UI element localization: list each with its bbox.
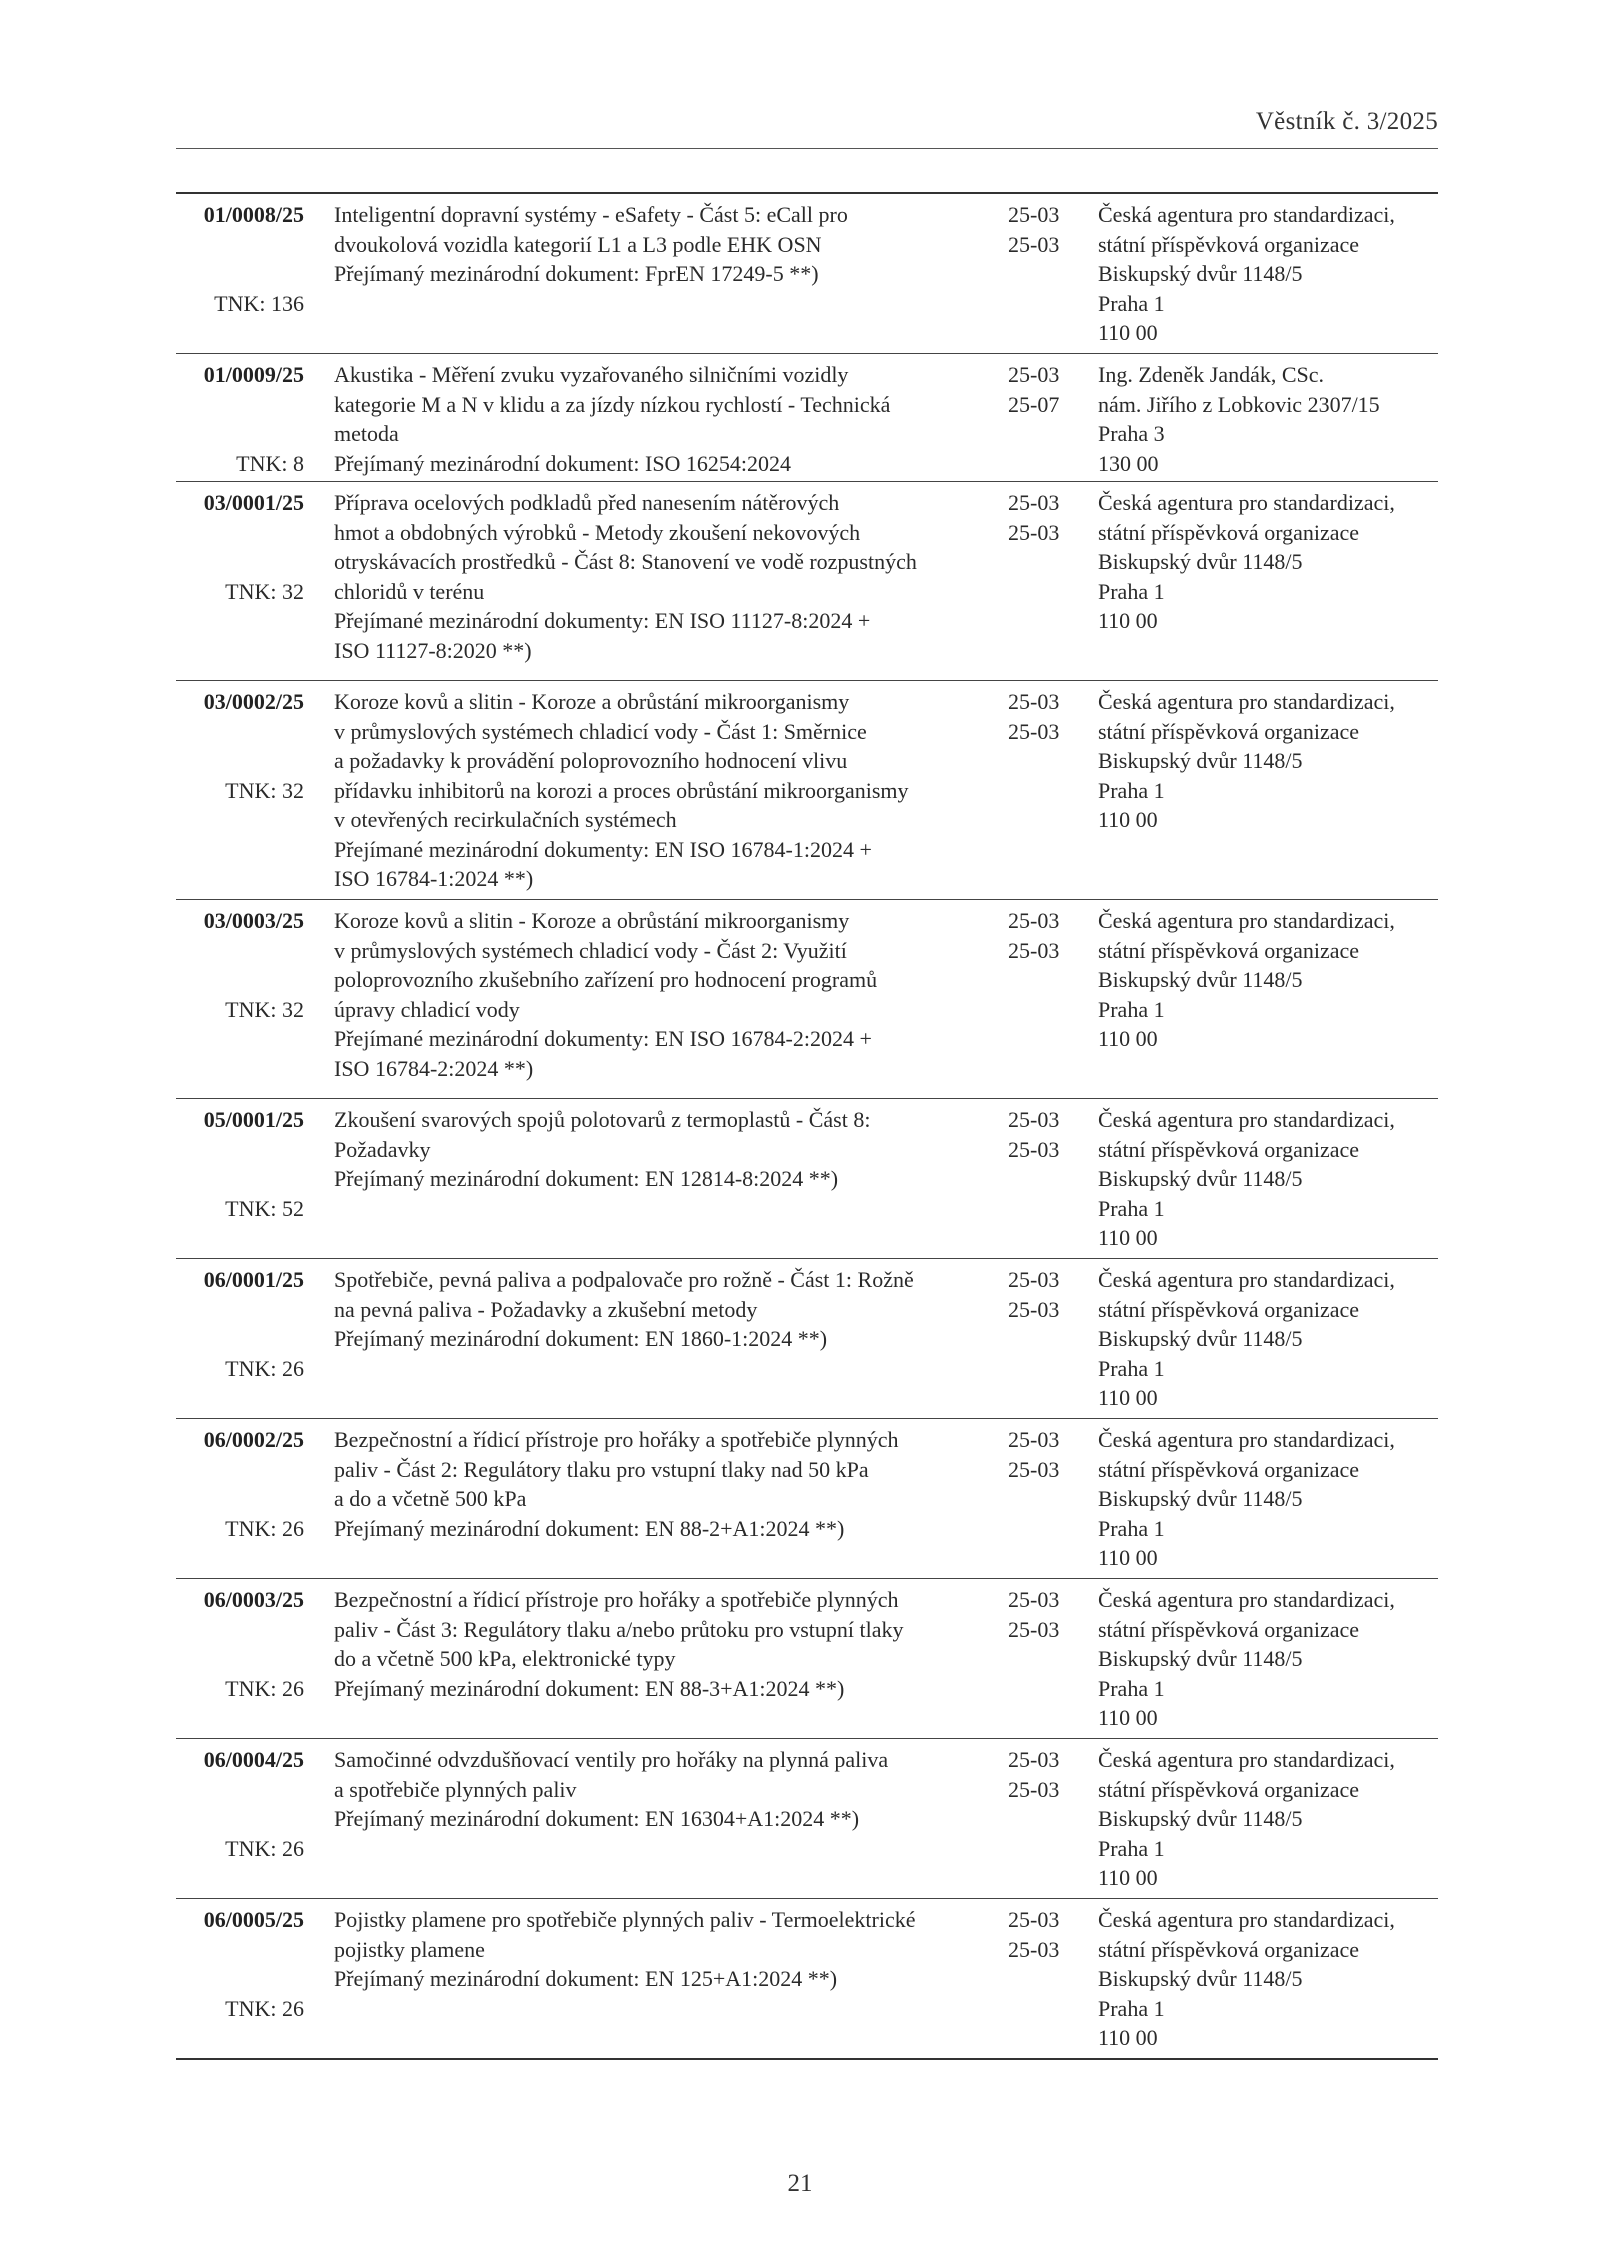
title-line: Požadavky [334,1136,431,1162]
dates-cell [1008,1265,1078,1324]
date-line: 25-03 [1008,1936,1060,1962]
date-line: 25-03 [1008,1776,1060,1802]
id-cell [176,1905,304,2021]
address-line: Praha 1 [1098,1995,1165,2021]
address-line: Česká agentura pro standardizaci, [1098,1747,1395,1772]
title-line: Přejímaný mezinárodní dokument: FprEN 17249-5 **) [334,261,819,286]
address-line: státní příspěvková organizace [1098,1296,1360,1322]
standard-number: 03/0001/25 [203,490,304,515]
address-line: Biskupský dvůr 1148/5 [1098,748,1303,773]
title-line: Bezpečnostní a řídicí přístroje pro hořáky a spotřebiče plynných [334,1587,899,1612]
address-line: Biskupský dvůr 1148/5 [1098,549,1303,574]
date-line: 25-03 [1008,1456,1060,1482]
standard-number: 06/0003/25 [203,1587,304,1612]
tnk-label: TNK: 32 [225,778,304,803]
table-row [176,1738,1438,1898]
title-line: Přejímaný mezinárodní dokument: EN 88-3+A1:2024 **) [334,1675,845,1701]
address-line: Česká agentura pro standardizaci, [1098,1587,1395,1612]
title-line: Bezpečnostní a řídicí přístroje pro hořáky a spotřebiče plynných [334,1427,899,1452]
title-cell [334,687,984,894]
date-line: 25-03 [1008,1267,1060,1292]
title-line: poloprovozního zkušebního zařízení pro hodnocení programů [334,967,878,992]
tnk-label: TNK: 26 [225,1356,304,1381]
date-line: 25-03 [1008,1427,1060,1452]
address-cell [1098,1585,1438,1733]
address-line: státní příspěvková organizace [1098,937,1360,963]
address-cell [1098,1425,1438,1573]
standard-number: 03/0002/25 [203,689,304,714]
journal-title: Věstník č. 3/2025 [1255,108,1438,135]
title-line: přídavku inhibitorů na korozi a proces obrůstání mikroorganismy [334,777,909,803]
id-cell [176,1425,304,1541]
address-line: 110 00 [1098,2025,1158,2050]
date-line: 25-03 [1008,231,1060,257]
tnk-label: TNK: 32 [225,579,304,604]
address-cell [1098,687,1438,835]
address-line: 110 00 [1098,1545,1158,1570]
address-line: nám. Jiřího z Lobkovic 2307/15 [1098,391,1380,417]
date-line: 25-03 [1008,718,1060,744]
address-line: Praha 1 [1098,777,1165,803]
id-cell [176,687,304,803]
title-line: hmot a obdobných výrobků - Metody zkoušení nekovových [334,519,861,545]
date-line: 25-03 [1008,689,1060,714]
address-line: 110 00 [1098,1026,1158,1051]
tnk-label: TNK: 52 [225,1196,304,1221]
title-cell [334,200,984,289]
dates-cell [1008,1905,1078,1964]
title-line: ISO 16784-1:2024 **) [334,866,534,891]
title-line: Spotřebiče, pevná paliva a podpalovače pro rožně - Část 1: Rožně [334,1267,914,1292]
tnk-label: TNK: 26 [225,1996,304,2021]
table-row [176,1098,1438,1258]
date-line: 25-03 [1008,362,1060,387]
standard-number: 03/0003/25 [203,908,304,933]
id-cell [176,1105,304,1221]
address-line: Praha 1 [1098,290,1165,316]
title-line: Přejímaný mezinárodní dokument: EN 125+A1:2024 **) [334,1966,838,1991]
dates-cell [1008,488,1078,547]
title-line: v průmyslových systémech chladicí vody - Část 1: Směrnice [334,718,867,744]
title-line: Přejímaný mezinárodní dokument: EN 88-2+A1:2024 **) [334,1515,845,1541]
address-line: 110 00 [1098,807,1158,832]
table-row [176,194,1438,353]
address-line: státní příspěvková organizace [1098,1616,1360,1642]
table-row [176,481,1438,680]
address-line: Praha 1 [1098,1355,1165,1381]
address-line: 110 00 [1098,1225,1158,1250]
address-line: Praha 1 [1098,1195,1165,1221]
date-line: 25-03 [1008,1616,1060,1642]
standard-number: 06/0001/25 [203,1267,304,1292]
dates-cell [1008,1105,1078,1164]
title-line: ISO 16784-2:2024 **) [334,1055,534,1081]
dates-cell [1008,687,1078,746]
id-cell [176,1585,304,1701]
title-line: pojistky plamene [334,1936,485,1962]
title-line: Samočinné odvzdušňovací ventily pro hořáky na plynná paliva [334,1747,889,1772]
title-line: Koroze kovů a slitin - Koroze a obrůstání mikroorganismy [334,908,850,933]
address-cell [1098,906,1438,1054]
title-line: Příprava ocelových podkladů před nanesením nátěrových [334,490,840,515]
date-line: 25-03 [1008,937,1060,963]
title-line: Zkoušení svarových spojů polotovarů z termoplastů - Část 8: [334,1107,871,1132]
title-line: Inteligentní dopravní systémy - eSafety - Část 5: eCall pro [334,202,848,227]
title-cell [334,488,984,665]
title-line: Koroze kovů a slitin - Koroze a obrůstání mikroorganismy [334,689,850,714]
address-cell [1098,1905,1438,2053]
title-cell [334,1425,984,1543]
title-line: paliv - Část 3: Regulátory tlaku a/nebo průtoku pro vstupní tlaky [334,1616,904,1642]
title-line: a požadavky k provádění poloprovozního hodnocení vlivu [334,748,848,773]
tnk-label: TNK: 26 [225,1836,304,1861]
id-cell [176,1265,304,1381]
title-cell [334,1745,984,1834]
page-header [176,108,1438,149]
title-line: Přejímaný mezinárodní dokument: EN 1860-1:2024 **) [334,1326,828,1351]
date-line: 25-03 [1008,1296,1060,1322]
dates-cell [1008,200,1078,259]
title-line: dvoukolová vozidla kategorií L1 a L3 podle EHK OSN [334,231,822,257]
dates-cell [1008,360,1078,419]
address-line: Česká agentura pro standardizaci, [1098,1267,1395,1292]
date-line: 25-03 [1008,1907,1060,1932]
table-row [176,899,1438,1098]
id-cell [176,906,304,1022]
dates-cell [1008,1585,1078,1644]
address-cell [1098,200,1438,348]
date-line: 25-07 [1008,391,1060,417]
title-cell [334,906,984,1083]
table-row [176,1418,1438,1578]
id-cell [176,200,304,316]
address-line: státní příspěvková organizace [1098,1936,1360,1962]
table-row [176,680,1438,899]
standard-number: 06/0002/25 [203,1427,304,1452]
id-cell [176,488,304,604]
title-line: otryskávacích prostředků - Část 8: Stanovení ve vodě rozpustných [334,549,917,574]
address-cell [1098,1105,1438,1253]
address-line: Praha 1 [1098,1675,1165,1701]
standard-number: 05/0001/25 [203,1107,304,1132]
standard-number: 01/0009/25 [203,362,304,387]
date-line: 25-03 [1008,908,1060,933]
date-line: 25-03 [1008,1136,1060,1162]
id-cell [176,360,304,476]
title-line: Přejímaný mezinárodní dokument: EN 16304+A1:2024 **) [334,1806,860,1831]
address-line: Česká agentura pro standardizaci, [1098,908,1395,933]
address-cell [1098,360,1438,478]
address-line: Biskupský dvůr 1148/5 [1098,1806,1303,1831]
address-line: Česká agentura pro standardizaci, [1098,689,1395,714]
address-line: státní příspěvková organizace [1098,718,1360,744]
title-cell [334,1585,984,1703]
address-line: 130 00 [1098,450,1159,476]
tnk-label: TNK: 26 [225,1676,304,1701]
title-line: Pojistky plamene pro spotřebiče plynných paliv - Termoelektrické [334,1907,916,1932]
address-line: Praha 3 [1098,421,1165,446]
address-line: Praha 1 [1098,578,1165,604]
dates-cell [1008,1745,1078,1804]
address-line: 110 00 [1098,1705,1158,1730]
address-line: Praha 1 [1098,996,1165,1022]
address-line: Biskupský dvůr 1148/5 [1098,1486,1303,1511]
page-number: 21 [787,2170,813,2197]
title-line: v průmyslových systémech chladicí vody - Část 2: Využití [334,937,847,963]
address-line: Ing. Zdeněk Jandák, CSc. [1098,362,1325,387]
title-line: v otevřených recirkulačních systémech [334,807,677,832]
address-line: 110 00 [1098,1385,1158,1410]
address-line: státní příspěvková organizace [1098,1136,1360,1162]
title-line: Přejímaný mezinárodní dokument: ISO 16254:2024 [334,450,792,476]
standard-number: 06/0005/25 [203,1907,304,1932]
address-line: státní příspěvková organizace [1098,231,1360,257]
address-line: Česká agentura pro standardizaci, [1098,202,1395,227]
tnk-label: TNK: 8 [236,451,304,476]
title-line: úpravy chladicí vody [334,996,520,1022]
address-cell [1098,1745,1438,1893]
address-line: Česká agentura pro standardizaci, [1098,1427,1395,1452]
tnk-label: TNK: 136 [214,291,304,316]
address-line: Biskupský dvůr 1148/5 [1098,1966,1303,1991]
id-cell [176,1745,304,1861]
dates-cell [1008,1425,1078,1484]
title-line: na pevná paliva - Požadavky a zkušební metody [334,1296,758,1322]
address-line: státní příspěvková organizace [1098,1456,1360,1482]
title-line: a do a včetně 500 kPa [334,1486,527,1511]
title-line: Akustika - Měření zvuku vyzařovaného silničními vozidly [334,362,849,387]
address-line: Biskupský dvůr 1148/5 [1098,1166,1303,1191]
standard-number: 01/0008/25 [203,202,304,227]
title-cell [334,1265,984,1354]
address-line: státní příspěvková organizace [1098,1776,1360,1802]
table-row [176,1578,1438,1738]
address-line: státní příspěvková organizace [1098,519,1360,545]
table-row [176,1258,1438,1418]
table-row [176,1898,1438,2058]
title-line: chloridů v terénu [334,578,485,604]
tnk-label: TNK: 32 [225,997,304,1022]
address-line: 110 00 [1098,608,1158,633]
title-line: do a včetně 500 kPa, elektronické typy [334,1646,676,1671]
address-line: Česká agentura pro standardizaci, [1098,1107,1395,1132]
title-line: kategorie M a N v klidu a za jízdy nízkou rychlostí - Technická [334,391,891,417]
title-line: ISO 11127-8:2020 **) [334,637,532,663]
standard-number: 06/0004/25 [203,1747,304,1772]
date-line: 25-03 [1008,519,1060,545]
address-cell [1098,1265,1438,1413]
address-line: Biskupský dvůr 1148/5 [1098,1326,1303,1351]
title-line: Přejímaný mezinárodní dokument: EN 12814-8:2024 **) [334,1166,839,1191]
address-cell [1098,488,1438,636]
title-line: Přejímané mezinárodní dokumenty: EN ISO 11127-8:2024 + [334,608,871,633]
title-line: a spotřebiče plynných paliv [334,1776,577,1802]
address-line: 110 00 [1098,320,1158,345]
title-cell [334,1105,984,1194]
address-line: Česká agentura pro standardizaci, [1098,490,1395,515]
title-line: Přejímané mezinárodní dokumenty: EN ISO 16784-2:2024 + [334,1026,872,1051]
address-line: Praha 1 [1098,1835,1165,1861]
address-line: Biskupský dvůr 1148/5 [1098,1646,1303,1671]
address-line: Praha 1 [1098,1515,1165,1541]
date-line: 25-03 [1008,1107,1060,1132]
dates-cell [1008,906,1078,965]
title-line: paliv - Část 2: Regulátory tlaku pro vstupní tlaky nad 50 kPa [334,1456,869,1482]
address-line: Biskupský dvůr 1148/5 [1098,261,1303,286]
address-line: 110 00 [1098,1865,1158,1890]
table-row [176,353,1438,481]
address-line: Biskupský dvůr 1148/5 [1098,967,1303,992]
address-line: Česká agentura pro standardizaci, [1098,1907,1395,1932]
standards-table [176,192,1438,2060]
tnk-label: TNK: 26 [225,1516,304,1541]
title-cell [334,1905,984,1994]
title-line: metoda [334,421,399,446]
title-line: Přejímané mezinárodní dokumenty: EN ISO 16784-1:2024 + [334,836,872,862]
date-line: 25-03 [1008,490,1060,515]
date-line: 25-03 [1008,1587,1060,1612]
date-line: 25-03 [1008,202,1060,227]
date-line: 25-03 [1008,1747,1060,1772]
title-cell [334,360,984,478]
